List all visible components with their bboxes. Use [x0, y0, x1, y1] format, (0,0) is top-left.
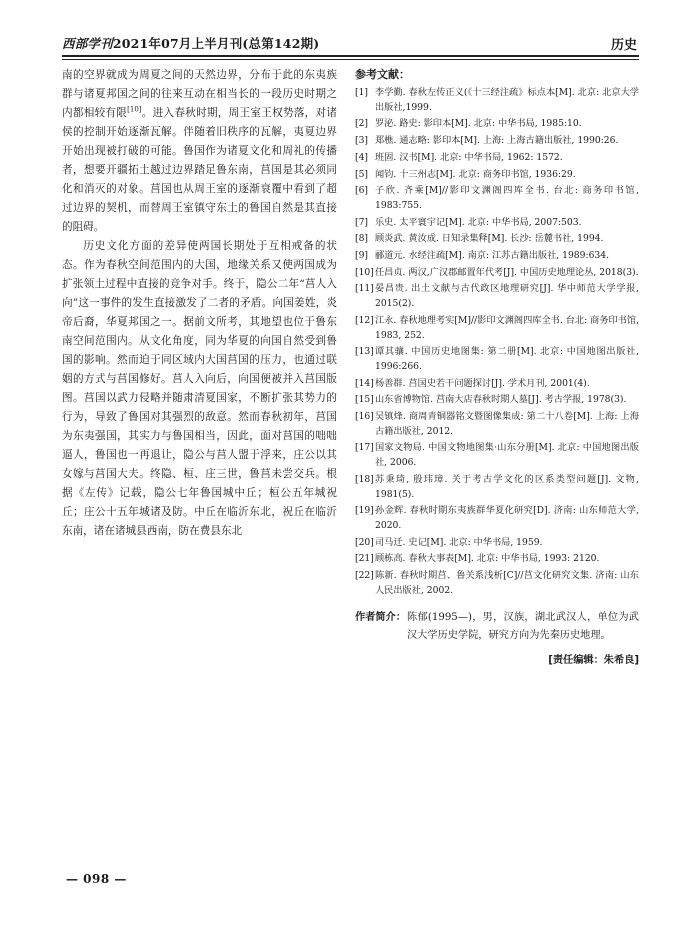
reference-text: 晏昌贵. 出土文献与古代政区地理研究[J]. 华中师范大学学报, 2015(2). [375, 283, 639, 310]
reference-number: [13] [355, 346, 374, 358]
reference-item [355, 441, 639, 470]
reference-item [355, 117, 639, 132]
body-text-column [62, 66, 337, 541]
reference-item [355, 569, 639, 598]
reference-text: 闻钧. 十三州志[M]. 北京: 商务印书馆, 1936:29. [375, 168, 576, 180]
reference-text: 孙金辉. 春秋时期东夷族群华夏化研究[D]. 济南: 山东师范大学, 2020. [375, 505, 639, 531]
reference-text: 班固. 汉书[M]. 北京: 中华书局, 1962: 1572. [375, 151, 563, 163]
reference-item [355, 232, 639, 247]
header-rule-thick [62, 55, 639, 57]
reference-item [355, 86, 639, 115]
reference-number: [10] [355, 266, 374, 278]
reference-item [355, 345, 639, 374]
paragraph-text: 历史文化方面的差异使两国长期处于互相戒备的状态。作为春秋空间范围内的大国，地缘关系又使两国成为扩张领土过程中直接的竞争对手。终于，隐公二年“莒人入向”这一事件的发生直接激发了二者的矛盾。向国姜姓，炎帝后裔，华夏邦国之一。据前文所考，其地望也位于鲁东南空间范围内。从文化角度，同为华夏的向国自然受到鲁国的影响。然而迫于同区域内大国莒国的压力，也通过联姻的方式与莒国修好。莒人入向后，向国便被并入莒国版图。莒国以武力侵略并随肃清夏国家，不断扩张其势力的行为，导致了鲁国对其强烈的敌意。然而春秋初年，莒国为东夷强国，其实力与鲁国相当，因此，面对莒国的咄咄逼人，鲁国也一再退让，隐公与莒人盟于浮来，庄公以其女嫁与莒国大夫。终隐、桓、庄三世，鲁莒未尝交兵。根据《左传》记载，隐公七年鲁国城中丘；桓公五年城祝丘；庄公十五年城诸及防。中丘在临沂东北，祝丘在临沂东南，诸在诸城县西南，防在费县东北 [62, 240, 337, 537]
reference-number: [11] [355, 283, 374, 295]
reference-text: 罗泌. 路史: 影印本[M]. 北京: 中华书局, 1985:10. [375, 118, 582, 130]
reference-item [355, 504, 639, 533]
reference-item [355, 249, 639, 264]
reference-item [355, 282, 639, 311]
reference-item [355, 393, 639, 408]
reference-item [355, 151, 639, 166]
reference-item [355, 216, 639, 231]
reference-text: 顾栋高. 春秋大事表[M]. 北京: 中华书局, 1993: 2120. [375, 553, 600, 565]
author-bio [355, 609, 639, 645]
reference-text: 乐史. 太平寰宇记[M]. 北京: 中华书局, 2007:503. [375, 216, 582, 228]
reference-item [355, 266, 639, 281]
reference-number: [18] [355, 473, 374, 485]
reference-item [355, 168, 639, 183]
reference-number: [22] [355, 570, 374, 582]
reference-text: 吴镇烽. 商周青铜器铭文暨图像集成: 第二十八卷[M]. 上海: 上海古籍出版社, 2012. [375, 411, 639, 437]
body-paragraph [62, 237, 337, 541]
reference-number: [9] [355, 250, 369, 262]
responsible-editor: [责任编辑：朱希良] [548, 654, 639, 666]
reference-text: 任昌贞. 两汉,广汉郡邮置年代考[J]. 中国历史地理论丛, 2018(3). [375, 266, 639, 278]
reference-number: [5] [355, 168, 369, 180]
reference-item [355, 473, 639, 502]
journal-issue-line [62, 34, 319, 52]
reference-item [355, 184, 639, 213]
reference-number: [8] [355, 233, 369, 245]
section-label: 历史 [610, 38, 637, 53]
reference-number: [6] [355, 185, 369, 197]
reference-number: [7] [355, 216, 369, 228]
reference-item [355, 410, 639, 439]
reference-item [355, 377, 639, 392]
reference-item [355, 536, 639, 551]
reference-number: [1] [355, 87, 369, 98]
reference-text: 子欣. 齐乘[M]//影印文渊阁四库全书. 台北: 商务印书馆, 1983:755. [375, 185, 639, 211]
page-number: — 098 — [66, 872, 127, 886]
reference-number: [17] [355, 442, 374, 454]
reference-text: 谭其骧. 中国历史地图集: 第二册[M]. 北京: 中国地图出版社, 1996:266. [375, 346, 639, 372]
issue-info: 2021年07月上半月刊(总第142期) [112, 36, 320, 51]
header-rule-thin [62, 59, 639, 60]
reference-item [355, 552, 639, 567]
reference-text: 司马迁. 史记[M]. 北京: 中华书局, 1959. [375, 536, 543, 548]
reference-number: [16] [355, 411, 374, 423]
reference-number: [19] [355, 505, 374, 517]
reference-item [355, 314, 639, 343]
reference-text: 郑樵. 通志略: 影印本[M]. 上海: 上海古籍出版社, 1990:26. [375, 135, 619, 147]
reference-number: [12] [355, 314, 374, 326]
reference-number: [2] [355, 118, 369, 130]
paragraph-text: 南的空界就成为周夏之间的天然边界，分布于此的东夷族群与诸夏邦国之间的往来互动在相当长的一段历史时期之内都相较有限 [62, 69, 337, 119]
reference-text: 郦道元. 水经注疏[M]. 南京: 江苏古籍出版社, 1989:634. [375, 250, 610, 262]
reference-number: [20] [355, 536, 374, 548]
reference-number: [15] [355, 394, 374, 406]
reference-text: 顾炎武. 黄汝成. 日知录集释[M]. 长沙: 岳麓书社, 1994. [375, 233, 604, 245]
references-column [355, 66, 639, 666]
reference-text: 李学勤. 春秋左传正义(《十三经注疏》标点本[M]. 北京: 北京大学出版社,1999. [375, 87, 639, 113]
reference-text: 江永. 春秋地理考实[M]//影印文渊阁四库全书. 台北: 商务印书馆, 1983, 252. [375, 314, 639, 341]
citation-marker: [10] [127, 105, 142, 114]
author-text: 陈郁(1995—)，男，汉族，湖北武汉人，单位为武汉大学历史学院，研究方向为先秦历史地理。 [407, 611, 639, 641]
reference-text: 山东省博物馆. 莒南大店春秋时期人墓[J]. 考古学报, 1978(3). [375, 394, 627, 406]
reference-text: 国家文物局. 中国文物地图集·山东分册[M]. 北京: 中国地图出版社, 2006. [375, 442, 639, 469]
author-label: 作者简介： [355, 611, 406, 623]
reference-list [355, 86, 639, 599]
running-header [62, 30, 639, 60]
reference-number: [14] [355, 377, 374, 389]
reference-item [355, 134, 639, 149]
reference-text: 杨善群. 莒国史若干问题探讨[J]. 学术月刊, 2001(4). [375, 377, 590, 389]
reference-text: 苏秉琦, 殷玮璋. 关于考古学文化的区系类型问题[J]. 文物, 1981(5). [375, 473, 639, 500]
references-heading: 参考文献： [355, 68, 410, 81]
body-paragraph [62, 66, 337, 237]
reference-number: [3] [355, 135, 369, 147]
reference-number: [4] [355, 151, 369, 163]
reference-number: [21] [355, 553, 374, 565]
journal-logo: 西部学刊 [62, 36, 113, 51]
paragraph-text-tail: 。进入春秋时期，周王室王权势落，对诸侯的控制开始逐渐瓦解。伴随着旧秩序的瓦解，夷夏边界开始出现被打破的可能。鲁国作为诸夏文化和周礼的传播者，想要开疆拓土越过边界踏足鲁东南，莒国是其必须同化和消灭的对象。莒国也从周王室的逐渐衰覆中看到了超过边界的契机，而替周王室镇守东土的鲁国自然是其直接的阻碍。 [62, 107, 337, 233]
reference-text: 陈新. 春秋时期莒、鲁关系浅析[C]//莒文化研究文集. 济南: 山东人民出版社, 2002. [375, 570, 639, 596]
